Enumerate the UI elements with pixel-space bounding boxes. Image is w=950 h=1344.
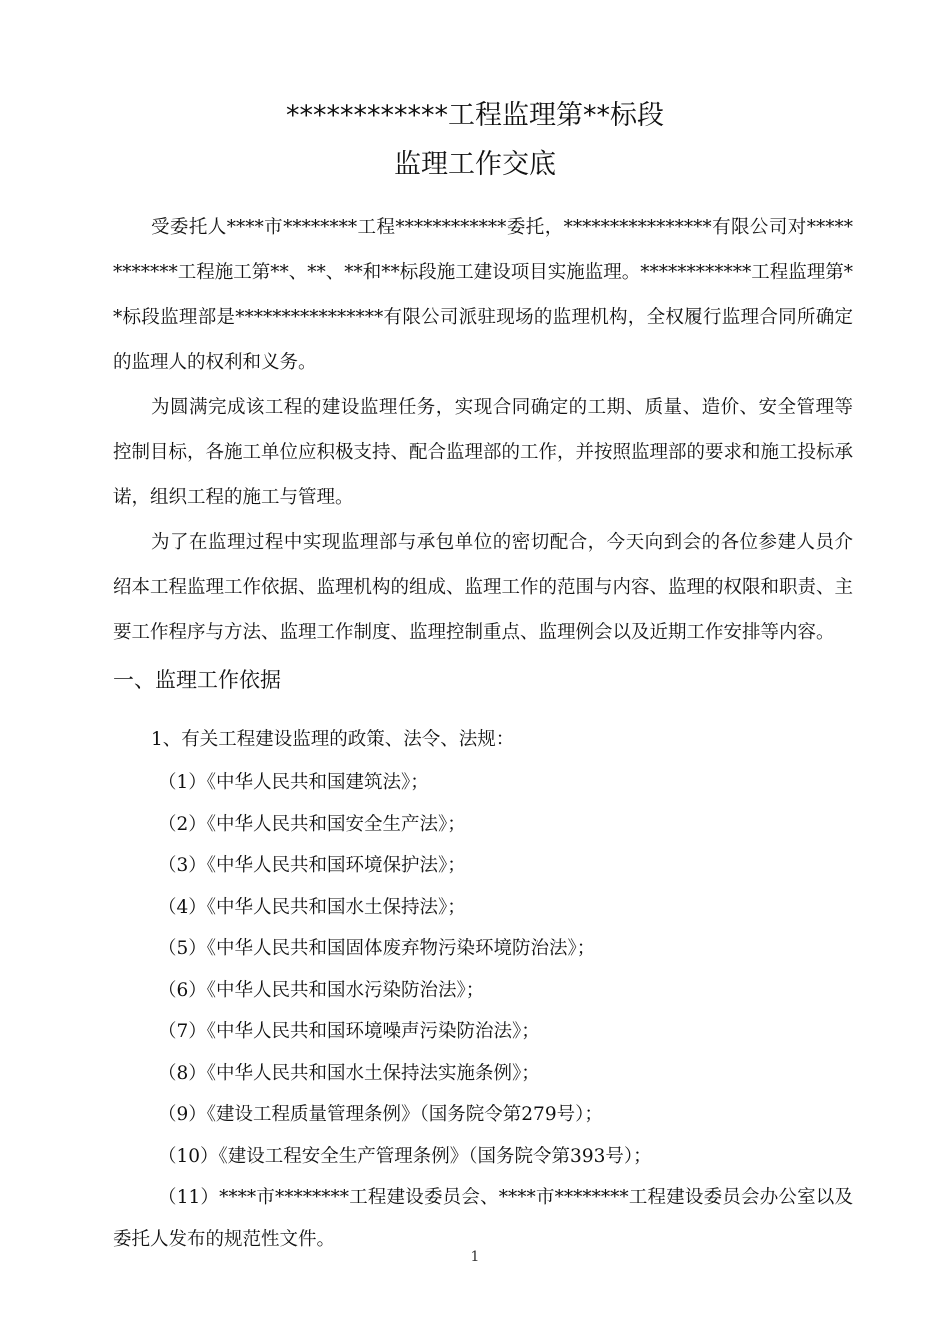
list-item: （6）《中华人民共和国水污染防治法》； [158,979,485,1001]
paragraph-1: 受委托人****市********工程************委托，****************有限公司对************工程施工第**、**、**和**标段施工建设项目实施监理。************工程监理第**标段监理部是****************有限公司派驻现场的监理机构，全权履行监理合同所确定的监理人的权利和义务。 [113,217,854,373]
section-heading: 一、监理工作依据 [113,668,281,692]
document-body [113,205,853,1260]
list-item: （11）****市********工程建设委员会、****市********工程建设委员会办公室以及委托人发布的规范性文件。 [113,1187,853,1250]
list-item: （5）《中华人民共和国固体废弃物污染环境防治法》； [158,938,596,959]
list-item: （1）《中华人民共和国建筑法》； [158,772,429,793]
document-title: ************工程监理第**标段 [286,100,664,131]
list-item: （7）《中华人民共和国环境噪声污染防治法》； [158,1021,540,1042]
paragraph-3: 为了在监理过程中实现监理部与承包单位的密切配合，今天向到会的各位参建人员介绍本工程监理工作依据、监理机构的组成、监理工作的范围与内容、监理的权限和职责、主要工作程序与方法、监理工作制度、监理控制重点、监理例会以及近期工作安排等内容。 [113,532,854,643]
page-number: 1 [470,1249,480,1265]
paragraph-2: 为圆满完成该工程的建设监理任务，实现合同确定的工期、质量、造价、安全管理等控制目标，各施工单位应积极支持、配合监理部的工作，并按照监理部的要求和施工投标承诺，组织工程的施工与管理。 [113,397,854,508]
subheading: 1、有关工程建设监理的政策、法令、法规： [151,729,515,750]
list-item: （3）《中华人民共和国环境保护法》； [158,855,466,876]
document-subtitle: 监理工作交底 [394,149,556,180]
list-item: （2）《中华人民共和国安全生产法》； [158,813,466,835]
list-item: （8）《中华人民共和国水土保持法实施条例》； [158,1062,540,1084]
list-item: （9）《建设工程质量管理条例》（国务院令第279号）； [158,1104,603,1125]
list-item: （10）《建设工程安全生产管理条例》（国务院令第393号）； [158,1145,652,1167]
list-item: （4）《中华人民共和国水土保持法》； [158,896,466,918]
